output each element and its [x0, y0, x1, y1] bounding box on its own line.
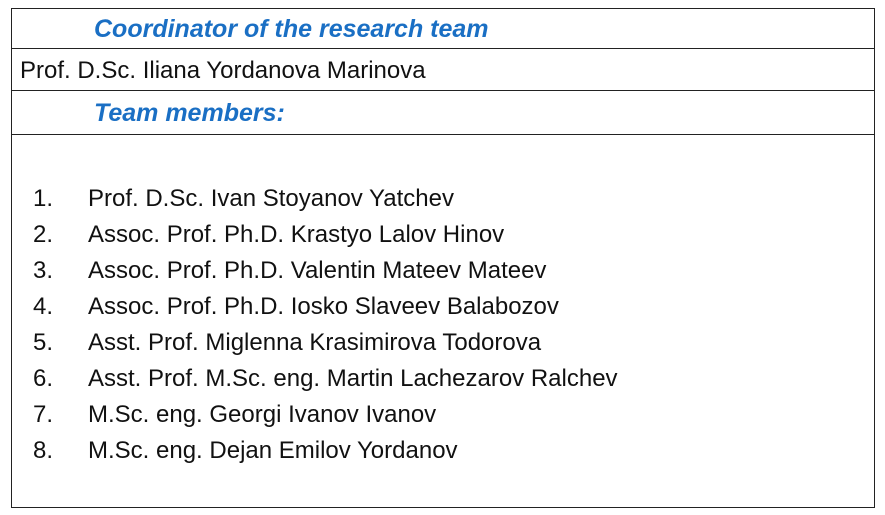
item-number: 7. — [33, 401, 54, 428]
item-number: 2. — [33, 221, 54, 248]
coordinator-heading-row — [12, 9, 874, 49]
coordinator-heading: Coordinator of the research team — [94, 15, 489, 43]
item-number: 3. — [33, 257, 54, 284]
member-name: Assoc. Prof. Ph.D. Krastyo Lalov Hinov — [88, 221, 505, 248]
team-members-heading: Team members: — [94, 99, 285, 127]
item-number: 1. — [33, 185, 54, 212]
member-name: Assoc. Prof. Ph.D. Iosko Slaveev Balabozov — [88, 293, 559, 320]
team-heading-row — [12, 91, 874, 135]
member-name: M.Sc. eng. Dejan Emilov Yordanov — [88, 437, 458, 464]
member-name: M.Sc. eng. Georgi Ivanov Ivanov — [88, 401, 437, 428]
item-number: 6. — [33, 365, 54, 392]
member-name: Asst. Prof. M.Sc. eng. Martin Lachezarov Ralchev — [88, 365, 618, 392]
member-name: Prof. D.Sc. Ivan Stoyanov Yatchev — [88, 185, 454, 212]
member-name: Asst. Prof. Miglenna Krasimirova Todorova — [88, 329, 542, 356]
item-number: 4. — [33, 293, 54, 320]
item-number: 8. — [33, 437, 54, 464]
coordinator-name: Prof. D.Sc. Iliana Yordanova Marinova — [20, 57, 426, 84]
research-team-table — [11, 8, 875, 508]
item-number: 5. — [33, 329, 54, 356]
member-name: Assoc. Prof. Ph.D. Valentin Mateev Mateev — [88, 257, 547, 284]
coordinator-name-row — [12, 49, 874, 91]
